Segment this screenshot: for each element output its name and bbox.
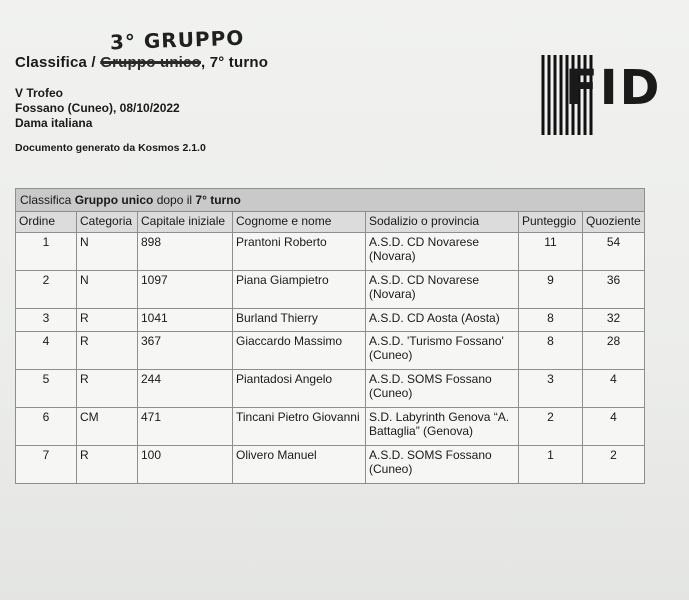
col-sodalizio: Sodalizio o provincia (366, 212, 519, 233)
table-row: 4 R 367 Giaccardo Massimo A.S.D. 'Turismo Fossano' (Cuneo) 8 28 (16, 332, 645, 370)
table-header-row (16, 212, 645, 233)
table-row: 1 N 898 Prantoni Roberto A.S.D. CD Novarese (Novara) 11 54 (16, 233, 645, 271)
fid-logo-text: FID (565, 60, 662, 116)
col-quoziente: Quoziente (583, 212, 645, 233)
event-location-date: Fossano (Cuneo), 08/10/2022 (15, 101, 180, 115)
title-suffix: , 7° turno (200, 54, 269, 71)
col-punteggio: Punteggio (519, 212, 583, 233)
title-struck-group: Gruppo unico (100, 54, 201, 71)
generated-by-note: Documento generato da Kosmos 2.1.0 (15, 142, 206, 154)
table-caption: Classifica Gruppo unico dopo il 7° turno (16, 189, 645, 212)
event-info (15, 86, 180, 131)
table-row: 5 R 244 Piantadosi Angelo A.S.D. SOMS Fossano (Cuneo) 3 4 (16, 370, 645, 408)
standings-table (15, 188, 645, 484)
event-name: V Trofeo (15, 86, 64, 100)
table-row: 6 CM 471 Tincani Pietro Giovanni S.D. Labyrinth Genova “A. Battaglia” (Genova) 2 4 (16, 408, 645, 446)
table-row: 3 R 1041 Burland Thierry A.S.D. CD Aosta (Aosta) 8 32 (16, 309, 645, 332)
table-row: 7 R 100 Olivero Manuel A.S.D. SOMS Fossano (Cuneo) 1 2 (16, 446, 645, 484)
col-capitale: Capitale iniziale (138, 212, 233, 233)
col-categoria: Categoria (77, 212, 138, 233)
title-prefix: Classifica / (15, 54, 96, 71)
table-row: 2 N 1097 Piana Giampietro A.S.D. CD Novarese (Novara) 9 36 (16, 271, 645, 309)
handwritten-group-note: 3° GRUPPO (109, 25, 245, 55)
col-nome: Cognome e nome (233, 212, 366, 233)
event-discipline: Dama italiana (15, 116, 93, 130)
col-ordine: Ordine (16, 212, 77, 233)
document-title (15, 54, 268, 72)
